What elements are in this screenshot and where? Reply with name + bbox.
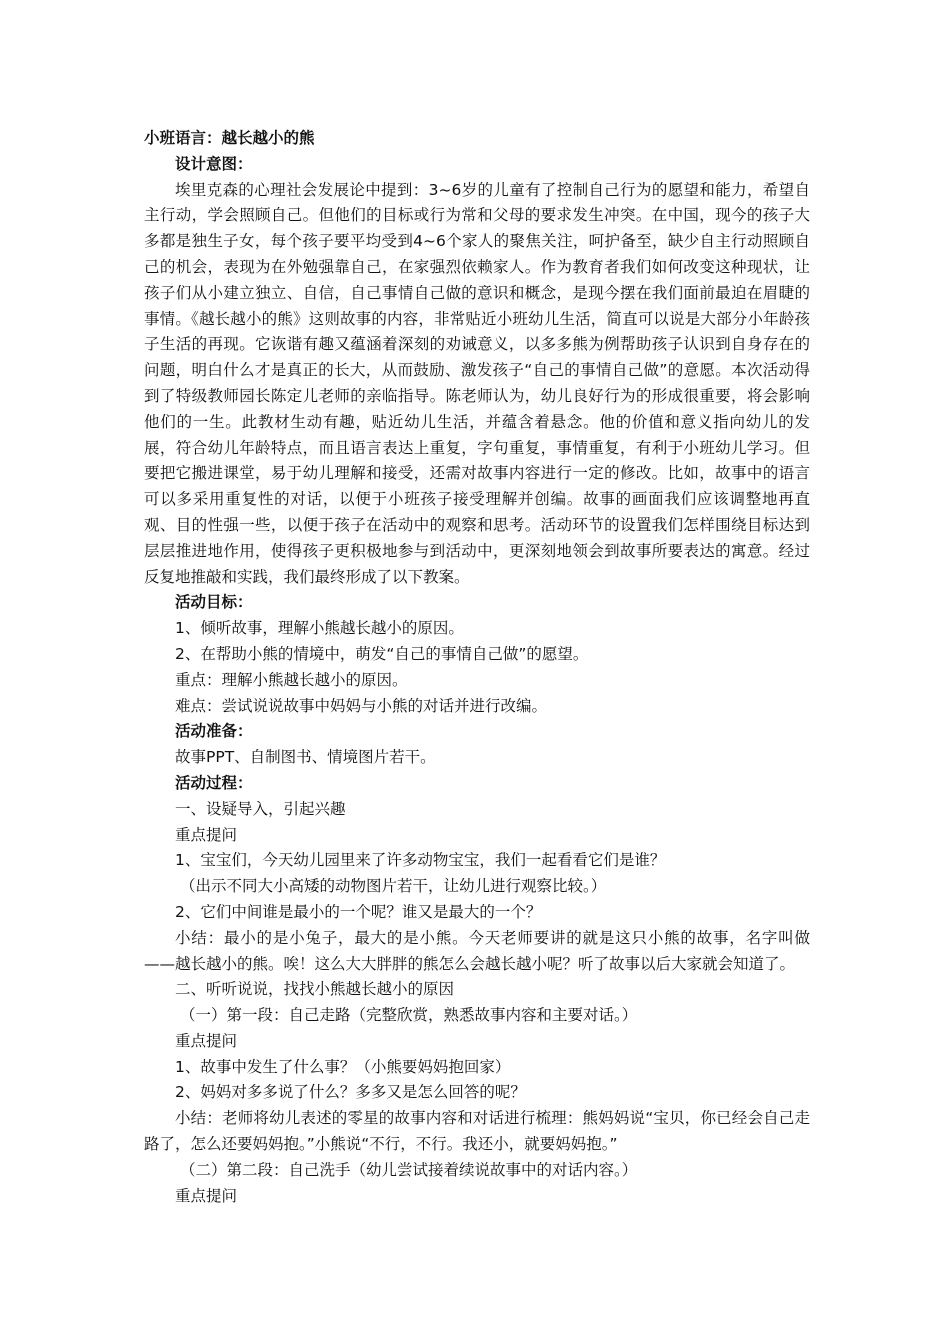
step-title: 一、设疑导入，引起兴趣 — [175, 799, 346, 818]
activity-note: （出示不同大小高矮的动物图片若干，让幼儿进行观察比较。） — [180, 877, 607, 896]
design-heading: 设计意图： — [175, 154, 253, 173]
question-item: 2、妈妈对多多说了什么？多多又是怎么回答的呢？ — [175, 1083, 526, 1102]
design-paragraph: 埃里克森的心理社会发展论中提到：3~6岁的儿童有了控制自己行为的愿望和能力，希望自主行动，学会照顾自己。但他们的目标或行为常和父母的要求发生冲突。在中国，现今的孩子大多都是独生子女，每个孩子要平均受到4~6个家人的聚焦关注，呵护备至，缺少自主行动照顾自己的机会，表现为在外勉强靠自己，在家强烈依赖家人。作为教育者我们如何改变这种现状，让孩子们从小建立独立、自信，自己事情自己做的意识和概念，是现今摆在我们面前最迫在眉睫的事情。《越长越小的熊》这则故事的内容，非常贴近小班幼儿生活，简直可以说是大部分小年龄孩子生活的再现。它诙谐有趣又蕴涵着深刻的劝诫意义，以多多熊为例帮助孩子认识到自身存在的问题，明白什么才是真正的长大，从而鼓励、激发孩子“自己的事情自己做”的意愿。本次活动得到了特级教师园长陈定儿老师的亲临指导。陈老师认为，幼儿良好行为的形成很重要，将会影响他们的一生。此教材生动有趣，贴近幼儿生活，并蕴含着悬念。他的价值和意义指向幼儿的发展，符合幼儿年龄特点，而且语言表达上重复，字句重复，事情重复，有利于小班幼儿学习。但要把它搬进课堂，易于幼儿理解和接受，还需对故事内容进行一定的修改。比如，故事中的语言可以多采用重复性的对话，以便于小班孩子接受理解并创编。故事的画面我们应该调整地再直观、目的性强一些，以便于孩子在活动中的观察和思考。活动环节的设置我们怎样围绕目标达到层层推进地作用，使得孩子更积极地参与到活动中，更深刻地领会到故事所要表达的寓意。经过反复地推敲和实践，我们最终形成了以下教案。 — [144, 180, 810, 586]
prep-text: 故事PPT、自制图书、情境图片若干。 — [175, 748, 436, 767]
goal-item: 1、倾听故事，理解小熊越长越小的原因。 — [175, 619, 464, 638]
document-body — [144, 126, 810, 1209]
goal-item: 2、在帮助小熊的情境中，萌发“自己的事情自己做”的愿望。 — [175, 644, 589, 663]
question-item: 2、它们中间谁是最小的一个呢？谁又是最大的一个？ — [175, 902, 542, 921]
goals-heading: 活动目标： — [175, 593, 253, 612]
question-item: 1、宝宝们，今天幼儿园里来了许多动物宝宝，我们一起看看它们是谁？ — [175, 851, 666, 870]
key-questions-label: 重点提问 — [175, 1186, 238, 1205]
summary-paragraph: 小结：老师将幼儿表述的零星的故事内容和对话进行梳理：熊妈妈说“宝贝，你已经会自己走路了，怎么还要妈妈抱。”小熊说“不行，不行。我还小，就要妈妈抱。” — [144, 1109, 810, 1154]
document-title: 小班语言：越长越小的熊 — [144, 129, 315, 147]
key-point: 重点：理解小熊越长越小的原因。 — [175, 670, 408, 689]
summary-paragraph: 小结：最小的是小兔子，最大的是小熊。今天老师要讲的就是这只小熊的故事，名字叫做——越长越小的熊。唉！这么大大胖胖的熊怎么会越长越小呢？听了故事以后大家就会知道了。 — [144, 928, 810, 973]
story-section-title: （二）第二段：自己洗手（幼儿尝试接着续说故事中的对话内容。） — [180, 1160, 638, 1179]
question-item: 1、故事中发生了什么事？（小熊要妈妈抱回家） — [175, 1057, 511, 1076]
key-questions-label: 重点提问 — [175, 825, 238, 844]
process-heading: 活动过程： — [175, 773, 253, 792]
step-title: 二、听听说说，找找小熊越长越小的原因 — [175, 980, 455, 999]
key-questions-label: 重点提问 — [175, 1031, 238, 1050]
difficulty-point: 难点：尝试说说故事中妈妈与小熊的对话并进行改编。 — [175, 696, 548, 715]
prep-heading: 活动准备： — [175, 722, 253, 741]
story-section-title: （一）第一段：自己走路（完整欣赏，熟悉故事内容和主要对话。） — [180, 1006, 638, 1025]
